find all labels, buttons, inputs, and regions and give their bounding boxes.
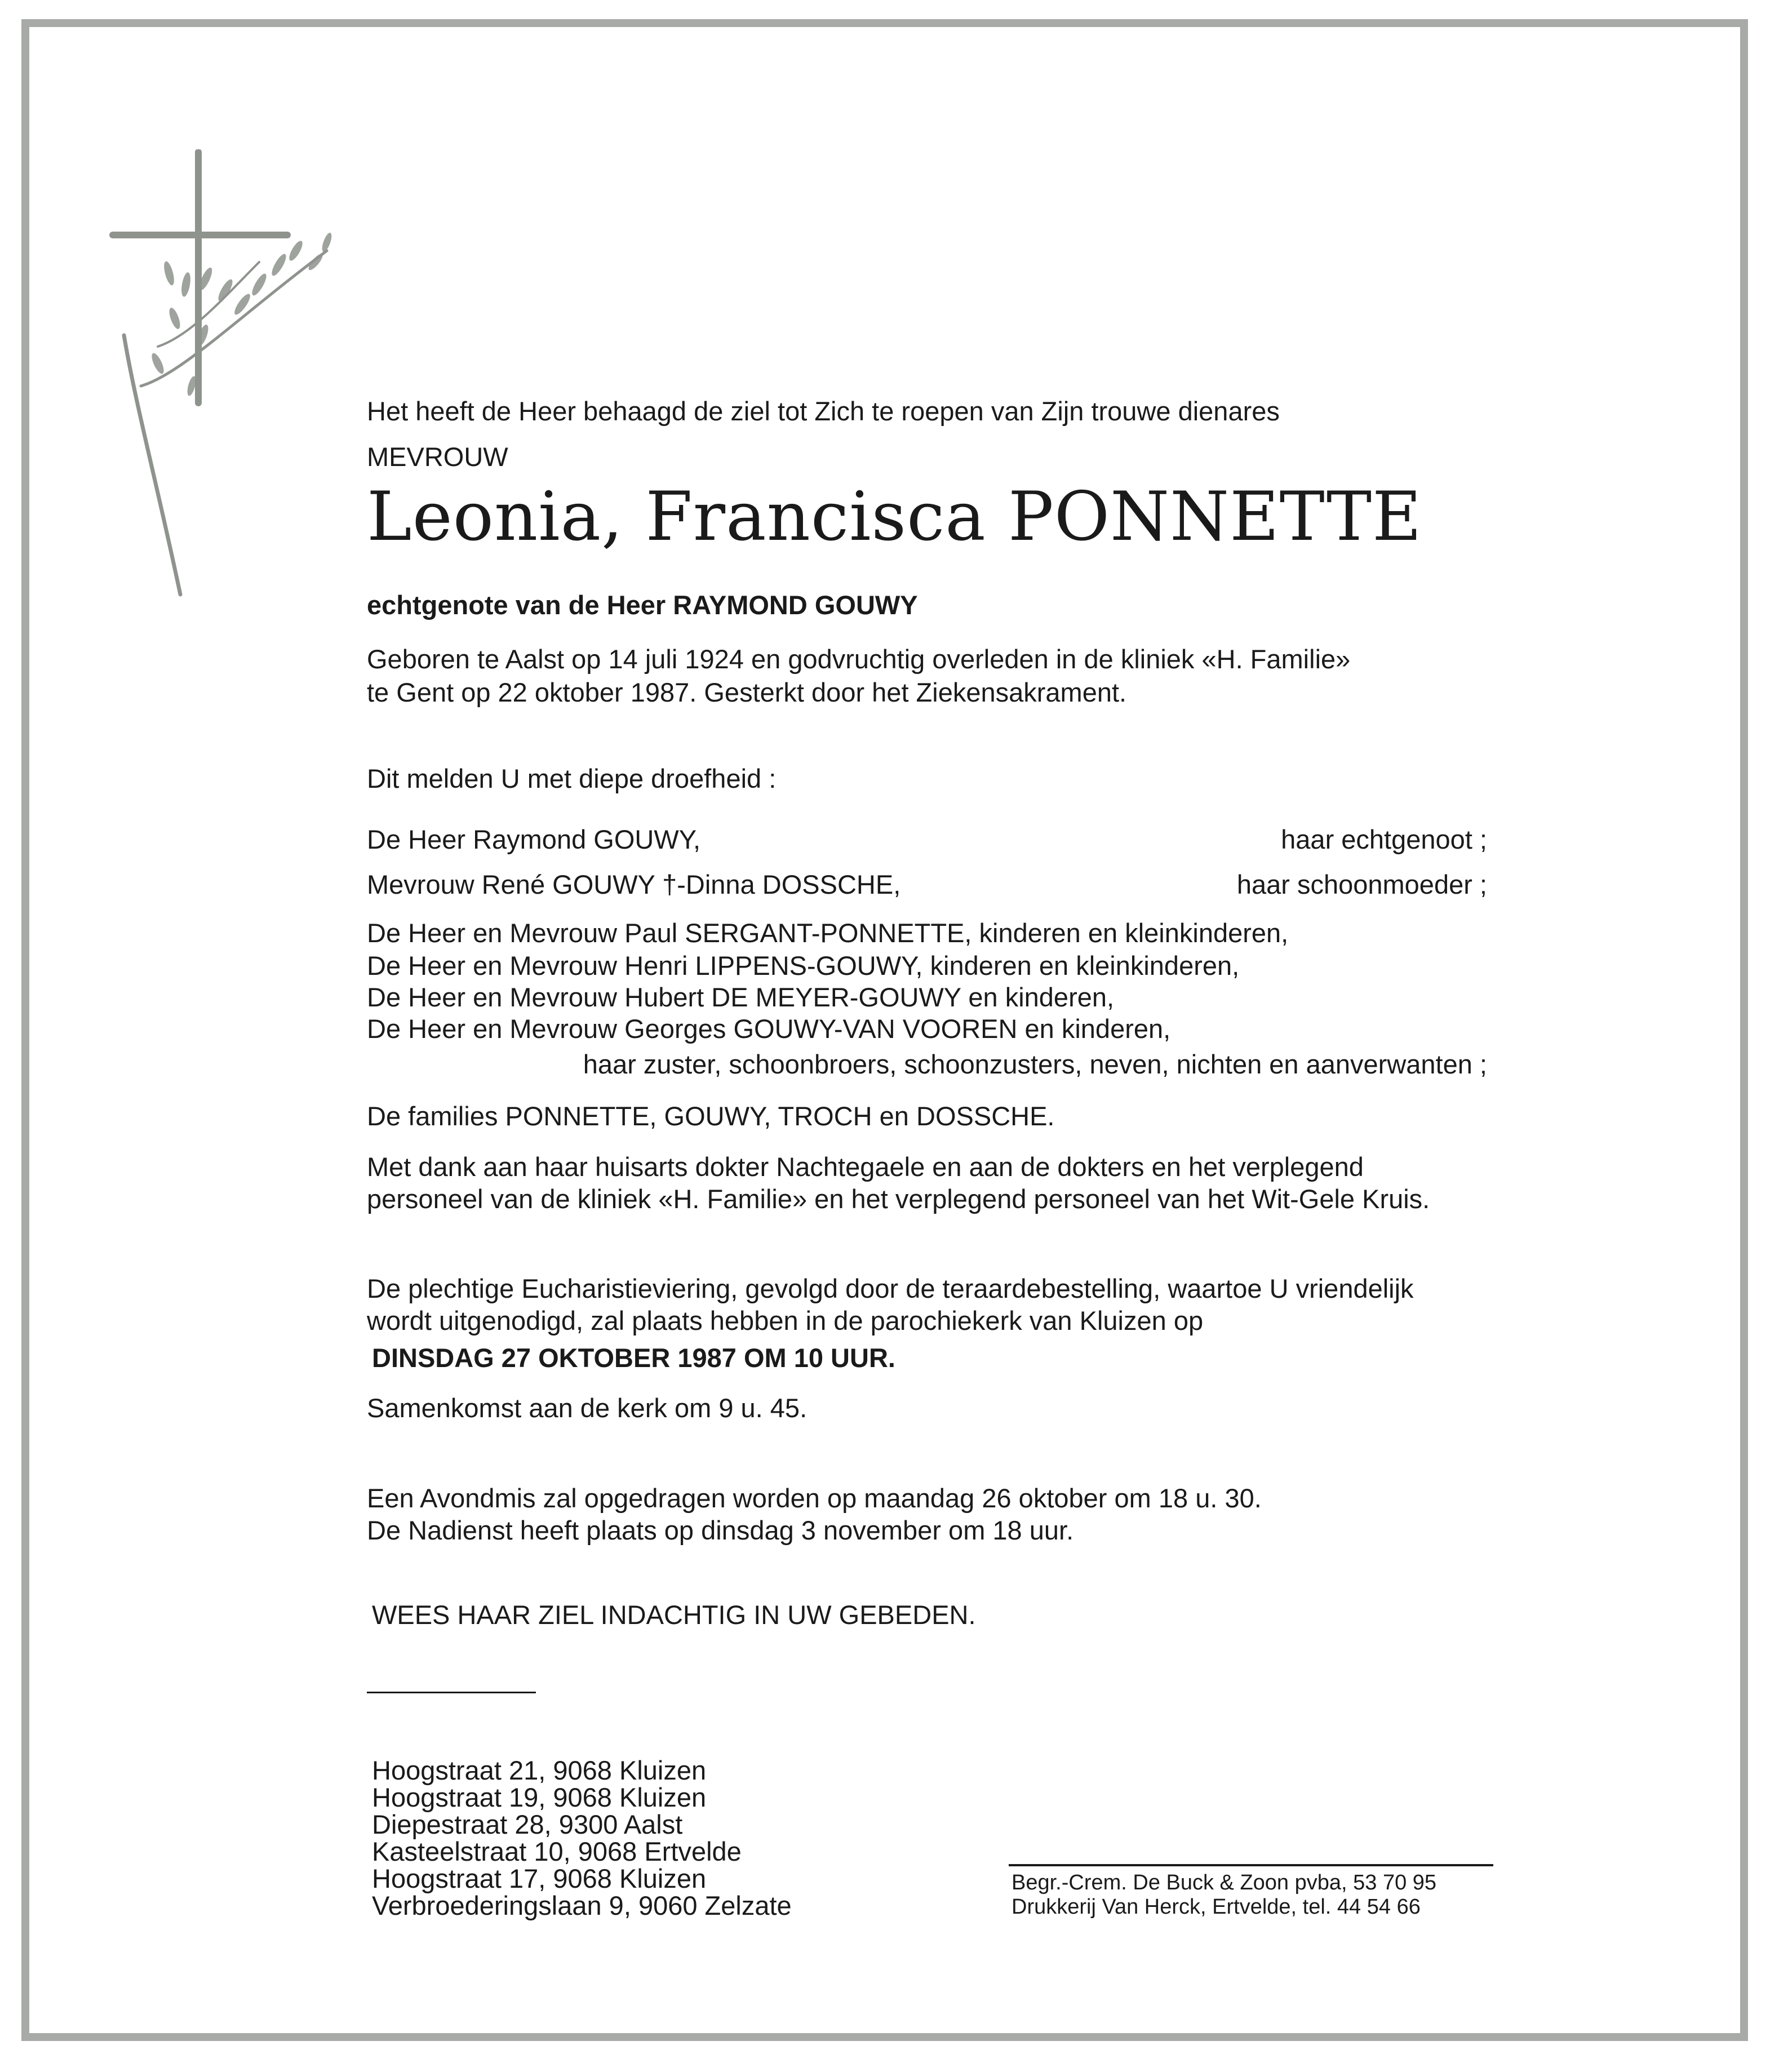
mass-line: Een Avondmis zal opgedragen worden op maandag 26 oktober om 18 u. 30. — [367, 1483, 1262, 1513]
gathering-time: Samenkomst aan de kerk om 9 u. 45. — [367, 1393, 808, 1423]
children-line: De Heer en Mevrouw Georges GOUWY-VAN VOOREN en kinderen, — [367, 1014, 1171, 1044]
families-line: De families PONNETTE, GOUWY, TROCH en DOSSCHE. — [367, 1101, 1055, 1131]
relative-relation: haar schoonmoeder ; — [1236, 869, 1487, 899]
funeral-director-credit: Begr.-Crem. De Buck & Zoon pvba, 53 70 95 — [1011, 1871, 1437, 1894]
printer-credit: Drukkerij Van Herck, Ertvelde, tel. 44 54 66 — [1011, 1895, 1421, 1919]
children-line: De Heer en Mevrouw Paul SERGANT-PONNETTE, kinderen en kleinkinderen, — [367, 918, 1289, 948]
announcement: Dit melden U met diepe droefheid : — [367, 764, 777, 793]
address-line: Kasteelstraat 10, 9068 Ertvelde — [372, 1836, 742, 1866]
relative-relation: haar echtgenoot ; — [1281, 824, 1487, 854]
ceremony-date: DINSDAG 27 OKTOBER 1987 OM 10 UUR. — [372, 1343, 895, 1373]
thanks-line: personeel van de kliniek «H. Familie» en het verplegend personeel van het Wit-Gele Kruis. — [367, 1184, 1430, 1214]
title-prefix: MEVROUW — [367, 442, 508, 472]
address-line: Hoogstraat 21, 9068 Kluizen — [372, 1755, 707, 1785]
prayer-request: WEES HAAR ZIEL INDACHTIG IN UW GEBEDEN. — [372, 1600, 976, 1630]
ceremony-line: wordt uitgenodigd, zal plaats hebben in de parochiekerk van Kluizen op — [367, 1306, 1204, 1336]
credits-rule — [1009, 1864, 1493, 1866]
address-line: Diepestraat 28, 9300 Aalst — [372, 1809, 683, 1839]
relative-name: Mevrouw René GOUWY †-Dinna DOSSCHE, — [367, 869, 901, 899]
address-line: Verbroederingslaan 9, 9060 Zelzate — [372, 1891, 792, 1920]
address-line: Hoogstraat 19, 9068 Kluizen — [372, 1782, 707, 1812]
birth-death-line: te Gent op 22 oktober 1987. Gesterkt door het Ziekensakrament. — [367, 677, 1127, 707]
deceased-name: Leonia, Francisca PONNETTE — [367, 478, 1422, 556]
children-line: De Heer en Mevrouw Henri LIPPENS-GOUWY, kinderen en kleinkinderen, — [367, 951, 1240, 980]
address-line: Hoogstraat 17, 9068 Kluizen — [372, 1864, 707, 1893]
divider — [367, 1692, 536, 1693]
birth-death-line: Geboren te Aalst op 14 juli 1924 en godvruchtig overleden in de kliniek «H. Familie» — [367, 644, 1351, 674]
relative-name: De Heer Raymond GOUWY, — [367, 824, 701, 854]
extended-family: haar zuster, schoonbroers, schoonzusters, neven, nichten en aanverwanten ; — [583, 1049, 1487, 1079]
intro-text: Het heeft de Heer behaagd de ziel tot Zich te roepen van Zijn trouwe dienares — [367, 396, 1280, 426]
cross-with-wheat-icon — [90, 149, 361, 600]
ceremony-line: De plechtige Eucharistieviering, gevolgd door de teraardebestelling, waartoe U vriendelijk — [367, 1274, 1414, 1303]
thanks-line: Met dank aan haar huisarts dokter Nachtegaele en aan de dokters en het verplegend — [367, 1152, 1364, 1182]
mass-line: De Nadienst heeft plaats op dinsdag 3 november om 18 uur. — [367, 1515, 1074, 1545]
children-line: De Heer en Mevrouw Hubert DE MEYER-GOUWY en kinderen, — [367, 982, 1115, 1012]
spouse-line: echtgenote van de Heer RAYMOND GOUWY — [367, 590, 918, 620]
